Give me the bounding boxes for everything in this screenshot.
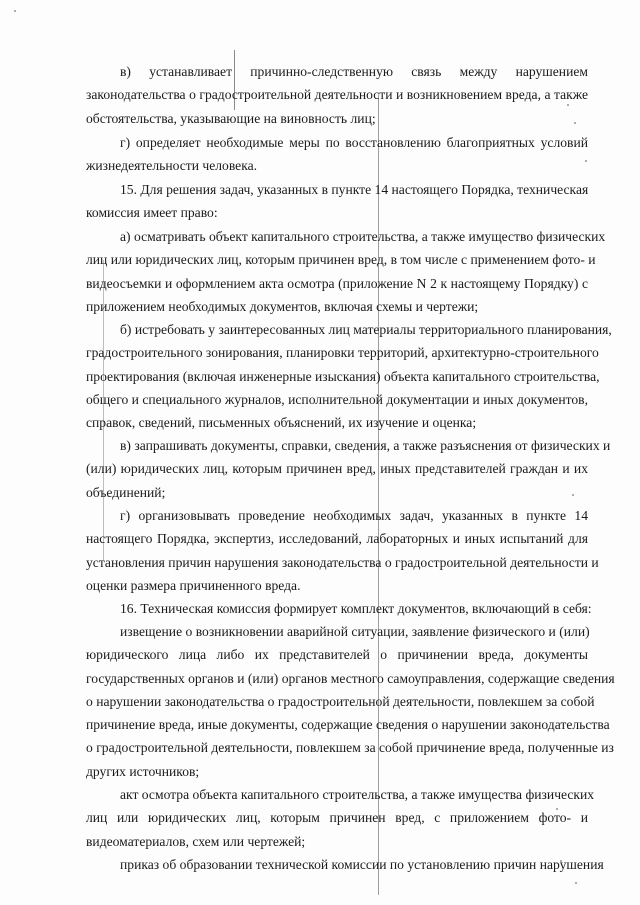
paragraph-15-v: [86, 434, 611, 504]
paragraph-16-order: [86, 853, 604, 876]
text-line: градостроительного зонирования, планировки территорий, архитектурно-строительного: [86, 345, 599, 361]
text-line: проектирования (включая инженерные изыскания) объекта капитального строительства,: [86, 368, 600, 384]
text-line: видеоматериалов, схем или чертежей;: [86, 833, 306, 849]
paragraph-14-v: [86, 60, 588, 130]
paragraph-16: [86, 597, 592, 620]
text-line: приказ об образовании технической комиссии по установлению причин нарушения: [120, 857, 604, 872]
text-line: акт осмотра объекта капитального строительства, а также имущества физических: [120, 787, 595, 802]
text-line: комиссия имеет право:: [86, 205, 218, 221]
text-line: юридического лица либо их представителей о причинении вреда, документы: [86, 647, 588, 663]
text-line: других источников;: [86, 763, 200, 779]
text-line: (или) юридических лиц, которым причинен вред, иных представителей граждан и их: [86, 461, 588, 477]
text-line: законодательства о градостроительной деятельности и возникновением вреда, а также: [86, 87, 588, 103]
paragraph-14-g: [86, 131, 588, 178]
paragraph-15: [86, 178, 588, 225]
text-line: 15. Для решения задач, указанных в пункте 14 настоящего Порядка, техническая: [120, 182, 589, 197]
text-line: о градостроительной деятельности, повлекшем за собой причинение вреда, полученные из: [86, 740, 614, 756]
text-line: жизнедеятельности человека.: [86, 158, 258, 174]
text-line: 16. Техническая комиссия формирует комплект документов, включающий в себя:: [120, 601, 592, 616]
text-line: лиц или юридических лиц, которым причинен вред, в том числе с применением фото- и: [86, 252, 596, 268]
text-line: объединений;: [86, 484, 166, 500]
paragraph-15-a: [86, 225, 606, 318]
text-line: б) истребовать у заинтересованных лиц материалы территориального планирования,: [120, 322, 612, 337]
text-line: а) осматривать объект капитального строительства, а также имущество физических: [120, 229, 606, 244]
text-line: в) устанавливает причинно-следственную связь между нарушением: [120, 64, 588, 79]
text-line: лиц или юридических лиц, которым причинен вред, с приложением фото- и: [86, 810, 588, 826]
text-line: оценки размера причиненного вреда.: [86, 577, 301, 593]
text-line: настоящего Порядка, экспертиз, исследований, лабораторных и иных испытаний для: [86, 531, 588, 547]
paragraph-15-b: [86, 318, 612, 434]
text-line: общего и специального журналов, исполнительной документации и иных документов,: [86, 391, 588, 407]
text-line: приложением необходимых документов, включая схемы и чертежи;: [86, 298, 479, 314]
scan-speck: [575, 882, 577, 884]
text-line: г) определяет необходимые меры по восстановлению благоприятных условий: [120, 135, 588, 150]
text-line: обстоятельства, указывающие на виновность лиц;: [86, 110, 376, 126]
text-line: о нарушении законодательства о градостроительной деятельности, повлекшем за собой: [86, 693, 595, 709]
scan-speck: [14, 10, 16, 12]
paragraph-16-act: [86, 783, 595, 853]
text-line: в) запрашивать документы, справки, сведения, а также разъяснения от физических и: [120, 438, 611, 453]
text-line: справок, сведений, письменных объяснений, их изучение и оценка;: [86, 415, 477, 431]
paragraph-16-notice: [86, 620, 615, 783]
text-line: причинение вреда, иные документы, содержащие сведения о нарушении законодательства: [86, 717, 610, 733]
text-line: видеосъемки и оформлением акта осмотра (приложение N 2 к настоящему Порядку) с: [86, 275, 588, 291]
text-line: установления причин нарушения законодательства о градостроительной деятельности и: [86, 554, 599, 570]
paragraph-15-g: [86, 504, 599, 597]
text-line: г) организовывать проведение необходимых задач, указанных в пункте 14: [120, 508, 588, 523]
text-line: извещение о возникновении аварийной ситуации, заявление физического и (или): [120, 624, 590, 639]
text-line: государственных органов и (или) органов местного самоуправления, содержащие сведения: [86, 670, 615, 686]
